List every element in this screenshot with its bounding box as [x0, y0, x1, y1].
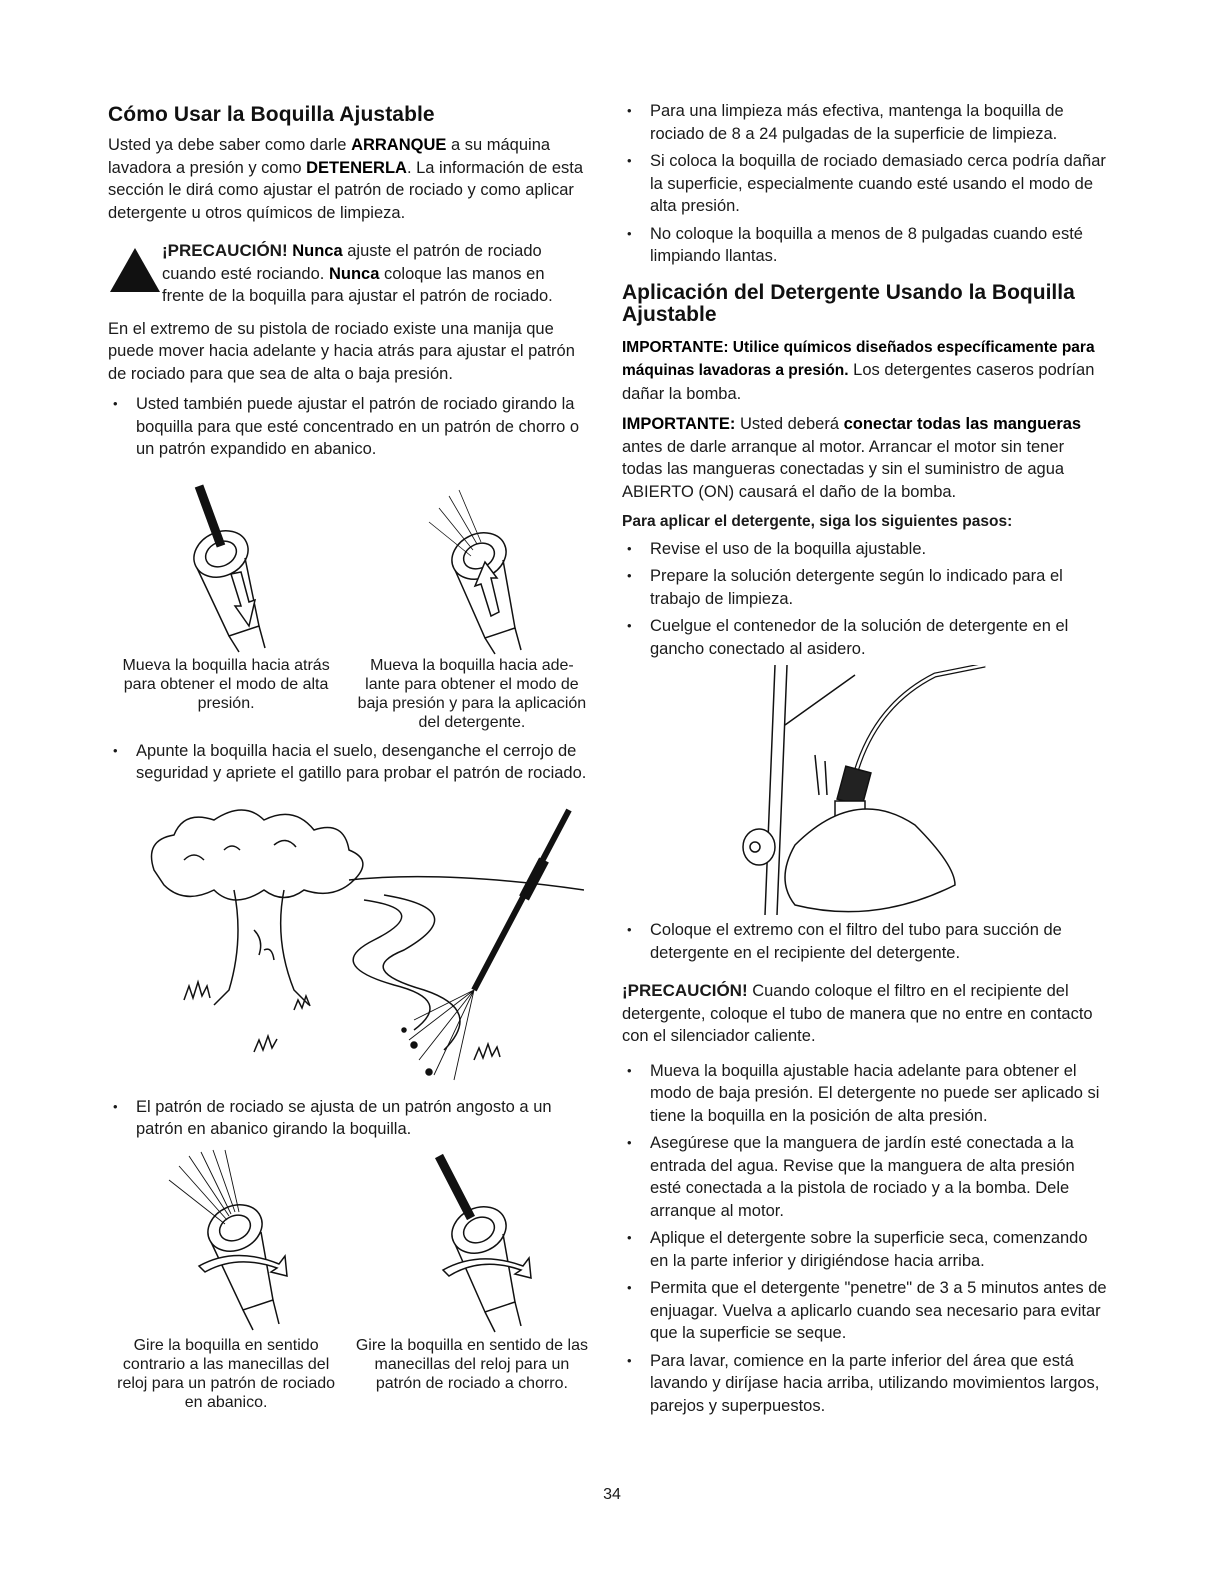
- caption-clockwise: Gire la boquilla en sentido de las manecillas del reloj para un patrón de rociado a chorro.: [355, 1336, 588, 1392]
- list-item: • Prepare la solución detergente según lo indicado para el trabajo de limpieza.: [622, 565, 1108, 610]
- section-title-detergent: Aplicación del Detergente Usando la Boquilla Ajustable: [622, 280, 1075, 326]
- caution-nozzle: ¡PRECAUCIÓN! Nunca ajuste el patrón de rociado cuando esté rociando. Nunca coloque las manos en frente de la boquilla para ajustar el patrón de rociado.: [108, 240, 590, 308]
- caption-forward: Mueva la boquilla hacia ade- lante para obtener el modo de baja presión y para la aplicación del detergente.: [357, 656, 587, 731]
- list-item: • Si coloca la boquilla de rociado demasiado cerca podría dañar la superficie, especialmente cuando esté usando el modo de alta presión.: [622, 150, 1108, 218]
- bullet-list-3: [108, 1096, 590, 1141]
- steps-title: Para aplicar el detergente, siga los siguientes pasos:: [622, 513, 1013, 530]
- important-hoses: IMPORTANTE: Usted deberá conectar todas las mangueras antes de darle arranque al motor. Arrancar el motor sin tener todas las mangueras conectadas y sin el suministro de agua ABIERTO (ON) causará el daño de la bomba.: [622, 415, 1082, 501]
- list-item: • El patrón de rociado se ajusta de un patrón angosto a un patrón en abanico girando la boquilla.: [108, 1096, 590, 1141]
- list-item: • Aplique el detergente sobre la superficie seca, comenzando en la parte inferior y dirigiéndose hacia arriba.: [622, 1227, 1108, 1272]
- bullet-list-top: [622, 100, 1108, 268]
- list-item: • Mueva la boquilla ajustable hacia adelante para obtener el modo de baja presión. El detergente no puede ser aplicado si tiene la boquilla en la posición de alta presión.: [622, 1060, 1108, 1128]
- left-column: [108, 100, 590, 1412]
- list-item: • Revise el uso de la boquilla ajustable.: [622, 538, 1108, 561]
- intro-paragraph: Usted ya debe saber como darle ARRANQUE a su máquina lavadora a presión y como DETENERLA. La información de esta sección le dirá como ajustar el patrón de rociado y como aplicar detergente u otros químicos de limpieza.: [108, 136, 584, 222]
- list-item: • Usted también puede ajustar el patrón de rociado girando la boquilla para que esté concentrado en un patrón de chorro o un patrón expandido en abanico.: [108, 393, 590, 461]
- steps-list: [622, 538, 1108, 661]
- list-item: • Para lavar, comience en la parte inferior del área que está lavando y diríjase hacia arriba, utilizando movimientos largos, parejos y superpuestos.: [622, 1350, 1108, 1418]
- right-column: [622, 100, 1108, 1422]
- spray-handle-paragraph: En el extremo de su pistola de rociado existe una manija que puede mover hacia adelante y hacia atrás para ajustar el patrón de rociado para que sea de alta o baja presión.: [108, 319, 575, 383]
- nozzle-rotate-illustration: [139, 1146, 559, 1336]
- section-title-adjustable-nozzle: Cómo Usar la Boquilla Ajustable: [108, 103, 435, 126]
- nozzle-slide-captions: [108, 656, 590, 732]
- detergent-container-illustration: [715, 665, 1015, 915]
- list-item: • No coloque la boquilla a menos de 8 pulgadas cuando esté limpiando llantas.: [622, 223, 1108, 268]
- bullet-list-2: [108, 740, 590, 785]
- list-item: • Para una limpieza más efectiva, mantenga la boquilla de rociado de 8 a 24 pulgadas de la superficie de limpieza.: [622, 100, 1108, 145]
- spray-test-scene-illustration: [114, 790, 584, 1090]
- page-number: 34: [603, 1486, 621, 1503]
- important-chemicals: IMPORTANTE: Utilice químicos diseñados específicamente para máquinas lavadoras a presión. Los detergentes caseros podrían dañar la bomba.: [622, 338, 1095, 403]
- list-item: • Asegúrese que la manguera de jardín esté conectada a la entrada del agua. Revise que la manguera de alta presión esté conectada a la pistola de rociado y a la bomba. Dele arranque al motor.: [622, 1132, 1108, 1222]
- list-item: • Apunte la boquilla hacia el suelo, desenganche el cerrojo de seguridad y apriete el gatillo para probar el patrón de rociado.: [108, 740, 590, 785]
- warning-triangle-icon: [108, 246, 162, 294]
- list-item: • Cuelgue el contenedor de la solución de detergente en el gancho conectado al asidero.: [622, 615, 1108, 660]
- bullet-list-1: [108, 393, 590, 461]
- nozzle-slide-illustration: [139, 466, 559, 656]
- list-item: • Coloque el extremo con el filtro del tubo para succión de detergente en el recipiente del detergente.: [622, 919, 1108, 964]
- caution-filter: ¡PRECAUCIÓN! Cuando coloque el filtro en el recipiente del detergente, coloque el tubo de manera que no entre en contacto con el silenciador caliente.: [622, 981, 1093, 1045]
- caption-back: Mueva la boquilla hacia atrás para obtener el modo de alta presión.: [122, 656, 330, 712]
- list-item: • Permita que el detergente "penetre" de 3 a 5 minutos antes de enjuagar. Vuelva a aplicarlo cuando sea necesario para evitar que la superficie se seque.: [622, 1277, 1108, 1345]
- step-filter-list: [622, 919, 1108, 964]
- caption-counterclockwise: Gire la boquilla en sentido contrario a las manecillas del reloj para un patrón de rociado en abanico.: [117, 1336, 336, 1411]
- bullet-list-bottom: [622, 1060, 1108, 1418]
- nozzle-rotate-captions: [108, 1336, 590, 1412]
